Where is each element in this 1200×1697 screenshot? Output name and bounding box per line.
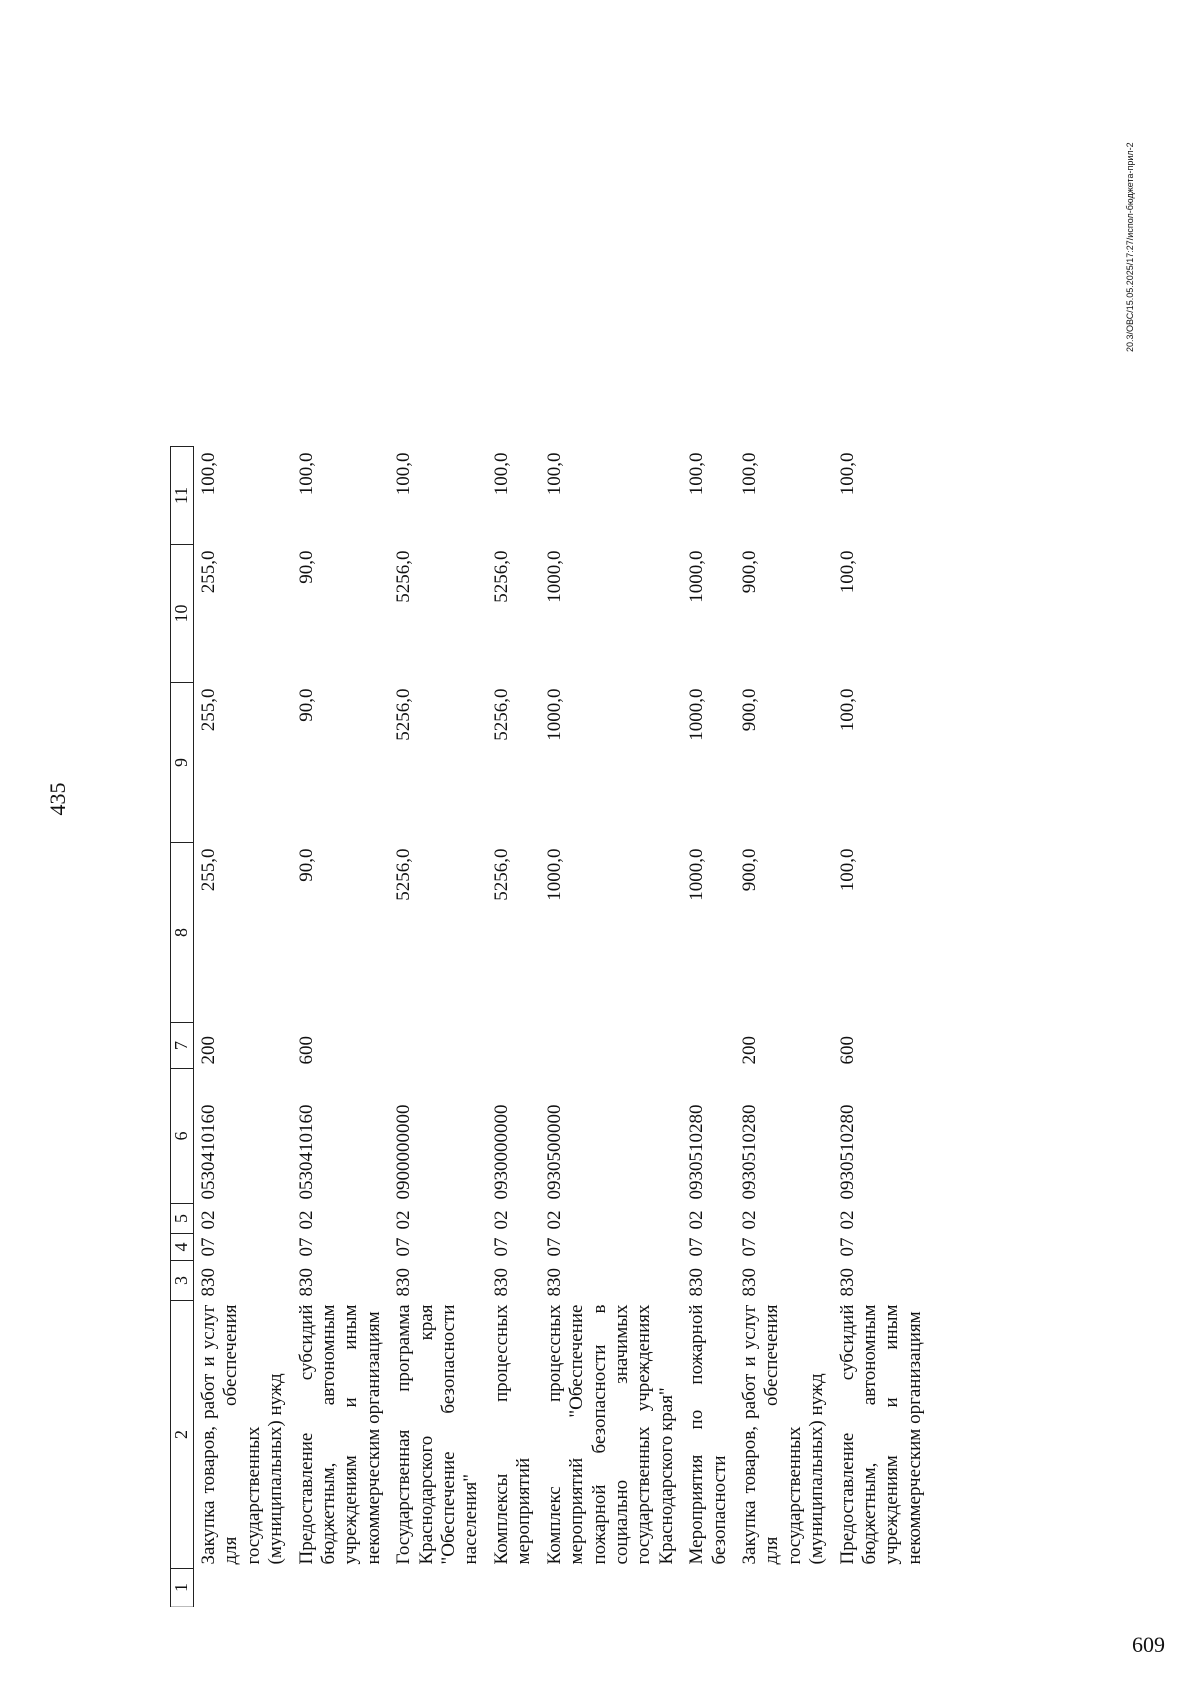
cell-c10: 5256,0	[490, 550, 512, 603]
cell-c8: 5256,0	[490, 848, 512, 901]
table-row	[194, 447, 292, 1607]
col-header-7: 7	[171, 1023, 194, 1069]
cell-c9: 255,0	[198, 688, 219, 732]
col-header-6: 6	[171, 1069, 194, 1204]
cell-c4: 07	[198, 1237, 219, 1257]
footer-doc-code: 20.3/ОВС/15.05.2025/17:27/испол-бюджета-прил-2	[1125, 142, 1135, 352]
cell-c5: 02	[686, 1210, 708, 1230]
col-header-10: 10	[171, 545, 194, 683]
cell-c11: 100,0	[543, 452, 565, 496]
cell-name: Предоставление субсидий бюджетным, автономным учреждениям и иным некоммерческим организациям	[295, 1304, 384, 1565]
header-row	[171, 447, 194, 1607]
cell-c10: 255,0	[198, 550, 219, 594]
cell-c4: 07	[738, 1237, 760, 1257]
budget-table	[170, 446, 930, 1607]
cell-name: Предоставление субсидий бюджетным, автономным учреждениям и иным некоммерческим организациям	[836, 1304, 925, 1565]
cell-c3: 830	[198, 1268, 219, 1297]
cell-c9: 1000,0	[543, 688, 565, 741]
cell-c10: 1000,0	[543, 550, 565, 603]
cell-c11: 100,0	[738, 452, 760, 496]
cell-c7: 600	[836, 1036, 858, 1065]
cell-c8: 5256,0	[393, 848, 415, 901]
cell-c4: 07	[295, 1237, 317, 1257]
cell-c7: 200	[198, 1036, 219, 1065]
table-row	[833, 447, 931, 1607]
cell-c10: 900,0	[738, 550, 760, 594]
cell-c4: 07	[836, 1237, 858, 1257]
cell-c10: 100,0	[836, 550, 858, 594]
cell-c5: 02	[490, 1210, 512, 1230]
cell-c6: 0530410160	[295, 1104, 317, 1200]
sheet-number: 609	[1132, 1632, 1165, 1657]
cell-c6: 0930510280	[738, 1104, 760, 1200]
cell-c1	[682, 1569, 735, 1607]
table-row	[682, 447, 735, 1607]
cell-c1	[194, 1569, 292, 1607]
cell-c6: 0900000000	[393, 1104, 415, 1200]
table-row	[389, 447, 487, 1607]
cell-c3: 830	[836, 1268, 858, 1297]
cell-c3: 830	[393, 1268, 415, 1297]
col-header-9: 9	[171, 683, 194, 843]
cell-c4: 07	[393, 1237, 415, 1257]
col-header-1: 1	[171, 1569, 194, 1607]
cell-c5: 02	[393, 1210, 415, 1230]
cell-c10: 5256,0	[393, 550, 415, 603]
cell-c9: 900,0	[738, 688, 760, 732]
cell-c5: 02	[738, 1210, 760, 1230]
cell-c6: 0930510280	[836, 1104, 858, 1200]
cell-c10: 1000,0	[686, 550, 708, 603]
cell-c9: 5256,0	[393, 688, 415, 741]
cell-c7	[487, 1023, 540, 1069]
cell-c8: 900,0	[738, 848, 760, 892]
cell-c8: 1000,0	[543, 848, 565, 901]
cell-c5: 02	[543, 1210, 565, 1230]
cell-c11: 100,0	[295, 452, 317, 496]
cell-c3: 830	[543, 1268, 565, 1297]
cell-c11: 100,0	[393, 452, 415, 496]
cell-c1	[292, 1569, 390, 1607]
cell-name: Государственная программа Краснодарского края "Обеспечение безопасности населения"	[393, 1304, 482, 1565]
cell-name: Мероприятия по пожарной безопасности	[686, 1304, 730, 1565]
cell-c7: 200	[738, 1036, 760, 1065]
cell-c8: 1000,0	[686, 848, 708, 901]
cell-c3: 830	[738, 1268, 760, 1297]
cell-c8: 100,0	[836, 848, 858, 892]
cell-c9: 100,0	[836, 688, 858, 732]
col-header-5: 5	[171, 1204, 194, 1234]
cell-c6: 0530410160	[198, 1104, 219, 1200]
cell-c5: 02	[198, 1210, 219, 1230]
table-row	[540, 447, 682, 1607]
cell-c10: 90,0	[295, 550, 317, 584]
cell-c6: 0930500000	[543, 1104, 565, 1200]
col-header-2: 2	[171, 1301, 194, 1569]
cell-c4: 07	[543, 1237, 565, 1257]
cell-c7	[682, 1023, 735, 1069]
cell-c11: 100,0	[686, 452, 708, 496]
cell-c9: 90,0	[295, 688, 317, 722]
cell-c1	[540, 1569, 682, 1607]
cell-c1	[487, 1569, 540, 1607]
table-row	[487, 447, 540, 1607]
cell-c6: 0930510280	[686, 1104, 708, 1200]
cell-name: Комплексы процессных мероприятий	[490, 1304, 535, 1565]
col-header-3: 3	[171, 1261, 194, 1301]
table-row	[292, 447, 390, 1607]
cell-c5: 02	[295, 1210, 317, 1230]
cell-c9: 1000,0	[686, 688, 708, 741]
cell-name: Комплекс процессных мероприятий "Обеспечение пожарной безопасности в социально значимых государственных учреждениях Краснодарского края"	[543, 1304, 677, 1565]
cell-c1	[389, 1569, 487, 1607]
cell-c7: 600	[295, 1036, 317, 1065]
col-header-8: 8	[171, 843, 194, 1023]
cell-c1	[833, 1569, 931, 1607]
cell-c9: 5256,0	[490, 688, 512, 741]
cell-c8: 255,0	[198, 848, 219, 892]
cell-name: Закупка товаров, работ и услуг для обеспечения государственных (муниципальных) нужд	[198, 1304, 287, 1565]
cell-c5: 02	[836, 1210, 858, 1230]
cell-c4: 07	[686, 1237, 708, 1257]
table-row	[735, 447, 833, 1607]
cell-c3: 830	[686, 1268, 708, 1297]
cell-c6: 0930000000	[490, 1104, 512, 1200]
col-header-11: 11	[171, 447, 194, 545]
cell-c7	[540, 1023, 682, 1069]
cell-c3: 830	[295, 1268, 317, 1297]
cell-c3: 830	[490, 1268, 512, 1297]
cell-c11: 100,0	[198, 452, 219, 496]
cell-c7	[389, 1023, 487, 1069]
cell-c8: 90,0	[295, 848, 317, 882]
cell-c11: 100,0	[490, 452, 512, 496]
cell-c4: 07	[490, 1237, 512, 1257]
cell-name: Закупка товаров, работ и услуг для обеспечения государственных (муниципальных) нужд	[738, 1304, 828, 1565]
cell-c11: 100,0	[836, 452, 858, 496]
col-header-4: 4	[171, 1234, 194, 1261]
cell-c1	[735, 1569, 833, 1607]
page-number: 435	[45, 782, 70, 816]
